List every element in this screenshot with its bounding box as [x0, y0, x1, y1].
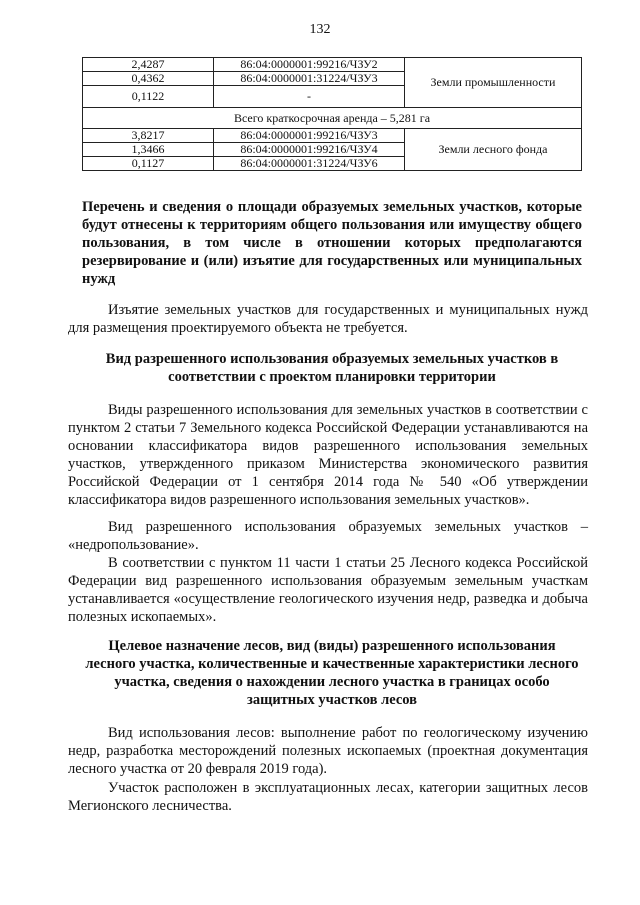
cadastral-cell: 86:04:0000001:31224/ЧЗУ6: [214, 157, 405, 171]
cadastral-cell: -: [214, 86, 405, 108]
area-cell: 0,1122: [83, 86, 214, 108]
paragraph-permitted-use-types: Виды разрешенного использования для земельных участков в соответствии с пунктом 2 статьи 7 Земельного кодекса Российской Федерации устанавливаются на основании классификатора видов разрешенного использования земельных участков, утвержденного приказом Министерства экономического развития Российской Федерации от 1 сентября 2014 года № 540 «Об утверждении классификатора видов разрешенного использования земельных участков».: [68, 402, 588, 508]
page-number: 132: [309, 22, 331, 37]
section-heading-forest-purpose: Целевое назначение лесов, вид (виды) разрешенного использования лесного участка, количественные и качественные характеристики лесного участка, сведения о нахождении лесного участка в границах особо защитных участков лесов: [85, 638, 579, 708]
paragraph-withdrawal: Изъятие земельных участков для государственных и муниципальных нужд для размещения проектируемого объекта не требуется.: [68, 302, 588, 336]
area-cell: 1,3466: [83, 143, 214, 157]
paragraph-forest-location: Участок расположен в эксплуатационных лесах, категории защитных лесов Мегионского лесничества.: [68, 780, 588, 814]
cadastral-cell: 86:04:0000001:31224/ЧЗУ3: [214, 72, 405, 86]
area-cell: 3,8217: [83, 129, 214, 143]
area-cell: 0,1127: [83, 157, 214, 171]
cadastral-cell: 86:04:0000001:99216/ЧЗУ3: [214, 129, 405, 143]
paragraph-subsoil-use: Вид разрешенного использования образуемых земельных участков – «недропользование».: [68, 519, 588, 553]
table-row: [83, 58, 582, 72]
cadastral-cell: 86:04:0000001:99216/ЧЗУ4: [214, 143, 405, 157]
area-cell: 0,4362: [83, 72, 214, 86]
category-cell: Земли промышленности: [405, 58, 582, 108]
category-cell: Земли лесного фонда: [405, 129, 582, 171]
paragraph-forest-code: В соответствии с пунктом 11 части 1 статьи 25 Лесного кодекса Российской Федерации вид разрешенного использования образуемым земельным участкам устанавливается «осуществление геологического изучения недр, разведка и добыча полезных ископаемых».: [68, 555, 588, 625]
total-cell: Всего краткосрочная аренда – 5,281 га: [83, 108, 582, 129]
area-cell: 2,4287: [83, 58, 214, 72]
section-heading-territories: Перечень и сведения о площади образуемых земельных участков, которые будут отнесены к территориям общего пользования или имуществу общего пользования, в том числе в отношении которых предполагаются резервирование и (или) изъятие для государственных или муниципальных нужд: [82, 199, 582, 287]
table-total-row: [83, 108, 582, 129]
cadastral-cell: 86:04:0000001:99216/ЧЗУ2: [214, 58, 405, 72]
paragraph-forest-use: Вид использования лесов: выполнение работ по геологическому изучению недр, разработка месторождений полезных ископаемых (проектная документация лесного участка от 20 февраля 2019 года).: [68, 725, 588, 777]
table-row: [83, 129, 582, 143]
section-heading-permitted-use: Вид разрешенного использования образуемых земельных участков в соответствии с проектом планировки территории: [105, 351, 559, 385]
land-plots-table: [82, 57, 582, 171]
